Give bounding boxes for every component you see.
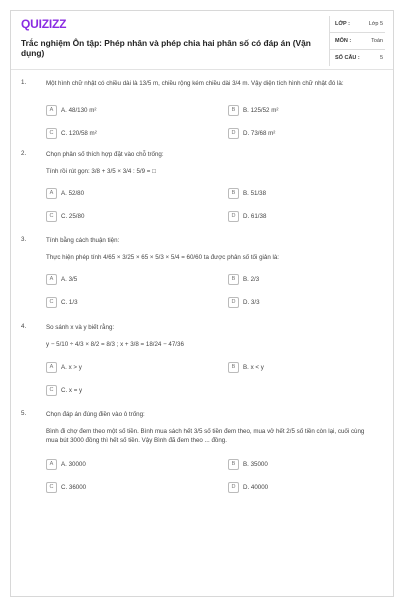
option-label: C. 25/80 — [61, 213, 85, 220]
option-letter: A — [46, 105, 57, 116]
option-d[interactable] — [228, 211, 266, 222]
question-text: Tính bằng cách thuận tiện: — [46, 237, 120, 244]
option-letter: B — [228, 274, 239, 285]
option-letter: B — [228, 362, 239, 373]
option-a[interactable] — [46, 362, 82, 373]
option-label: A. 48/130 m² — [61, 107, 97, 114]
option-letter: B — [228, 105, 239, 116]
option-label: B. 125/52 m² — [243, 107, 279, 114]
question-number: 3. — [21, 236, 27, 243]
option-label: B. x < y — [243, 364, 264, 371]
option-letter: D — [228, 128, 239, 139]
worksheet-title: Trắc nghiệm Ôn tập: Phép nhân và phép chia hai phân số có đáp án (Vận dụng) — [21, 38, 311, 58]
option-a[interactable] — [46, 105, 96, 116]
option-label: A. 30000 — [61, 461, 86, 468]
meta-key: LỚP : — [335, 21, 350, 27]
question-subtext: Tính rồi rút gọn: 3/8 + 3/5 × 3/4 : 5/9 = □ — [46, 168, 156, 175]
option-a[interactable] — [46, 274, 77, 285]
question-subtext: y − 5/10 ÷ 4/3 × 8/2 = 8/3 ; x + 3/8 = 18/24 − 47/36 — [46, 341, 184, 348]
meta-value: Toán — [371, 38, 383, 44]
question-number: 5. — [21, 410, 27, 417]
option-b[interactable] — [228, 459, 268, 470]
meta-row-count — [330, 50, 385, 66]
worksheet — [10, 10, 394, 597]
option-c[interactable] — [46, 297, 78, 308]
question-text: Một hình chữ nhật có chiều dài là 13/5 m, chiều rộng kém chiều dài 3/4 m. Vậy diện tích hình chữ nhật đó là: — [46, 80, 344, 87]
question-subtext: Thực hiện phép tính 4/65 × 3/25 × 65 × 5/3 × 5/4 = 60/60 ta được phân số tối giản là: — [46, 254, 280, 261]
option-b[interactable] — [228, 188, 266, 199]
option-d[interactable] — [228, 297, 260, 308]
header-divider — [11, 69, 393, 70]
option-label: A. 3/5 — [61, 276, 78, 283]
option-letter: C — [46, 385, 57, 396]
option-b[interactable] — [228, 105, 278, 116]
question-text: Chọn phân số thích hợp đặt vào chỗ trống: — [46, 151, 164, 158]
question-number: 4. — [21, 323, 27, 330]
quizizz-logo: QUIZIZZ — [21, 17, 67, 31]
option-letter: D — [228, 482, 239, 493]
meta-table — [329, 16, 385, 66]
option-letter: B — [228, 188, 239, 199]
option-letter: C — [46, 211, 57, 222]
option-c[interactable] — [46, 211, 84, 222]
meta-key: SỐ CÂU : — [335, 55, 360, 61]
worksheet-header — [19, 16, 385, 66]
option-letter: B — [228, 459, 239, 470]
option-label: B. 2/3 — [243, 276, 260, 283]
question-text: Chọn đáp án đúng điền vào ô trống: — [46, 411, 145, 418]
option-label: D. 73/68 m² — [243, 130, 276, 137]
option-letter: C — [46, 297, 57, 308]
option-label: A. x > y — [61, 364, 82, 371]
option-label: B. 35000 — [243, 461, 268, 468]
option-d[interactable] — [228, 128, 275, 139]
option-letter: C — [46, 482, 57, 493]
question-subtext: Bình đi chợ đem theo một số tiền. Bình mua sách hết 3/5 số tiền đem theo, mua vở hết 2/5 số tiền còn lại, cuối cùng mua bút 3000 đồng thì hết số tiền. Vậy Bình đã đem theo ... đồng. — [46, 428, 365, 444]
option-label: C. 120/58 m² — [61, 130, 97, 137]
option-label: D. 61/38 — [243, 213, 267, 220]
option-label: C. x = y — [61, 387, 83, 394]
option-letter: A — [46, 362, 57, 373]
option-label: D. 40000 — [243, 484, 269, 491]
option-c[interactable] — [46, 128, 97, 139]
option-letter: D — [228, 297, 239, 308]
option-letter: A — [46, 188, 57, 199]
option-label: C. 36000 — [61, 484, 87, 491]
question-number: 2. — [21, 150, 27, 157]
question-number: 1. — [21, 79, 27, 86]
option-c[interactable] — [46, 482, 86, 493]
option-a[interactable] — [46, 459, 86, 470]
option-d[interactable] — [228, 482, 268, 493]
question-text: So sánh x và y biết rằng: — [46, 324, 115, 331]
option-letter: C — [46, 128, 57, 139]
option-c[interactable] — [46, 385, 82, 396]
meta-value: Lớp 5 — [368, 21, 383, 27]
option-label: A. 52/80 — [61, 190, 85, 197]
option-letter: A — [46, 459, 57, 470]
meta-value: 5 — [379, 55, 383, 61]
option-letter: A — [46, 274, 57, 285]
option-a[interactable] — [46, 188, 84, 199]
option-label: D. 3/3 — [243, 299, 260, 306]
option-b[interactable] — [228, 362, 264, 373]
option-b[interactable] — [228, 274, 259, 285]
option-label: B. 51/38 — [243, 190, 267, 197]
meta-row-subject — [330, 33, 385, 50]
meta-key: MÔN : — [335, 38, 352, 44]
meta-row-grade — [330, 16, 385, 33]
option-label: C. 1/3 — [61, 299, 78, 306]
option-letter: D — [228, 211, 239, 222]
